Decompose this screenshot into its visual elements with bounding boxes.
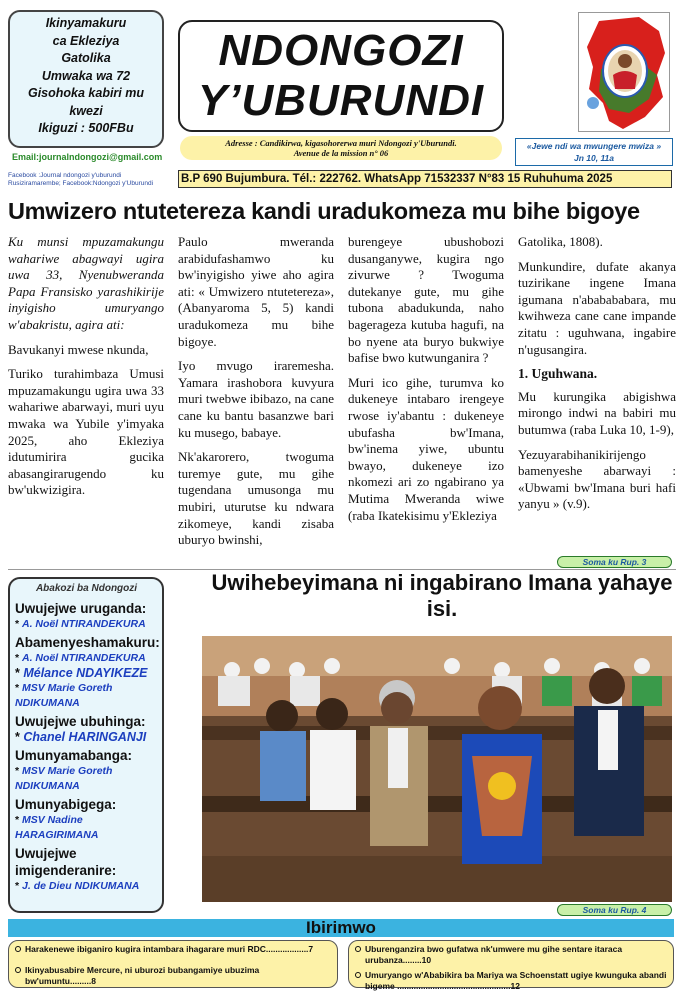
staff-role: Abamenyeshamakuru: (15, 635, 160, 650)
article-paragraph: Muri ico gihe, turumva ko dukeneye intabaro irengeye rwose iy'abantu : dukeneye ubufasha bw'Imana, bw'inema yiwe, ubuntu bwayo, dukeneye izo nkomezi ari zo ngabirano ya Mutima Mweranda wiwe (raba Ikatekisimu y'Ekleziya (348, 374, 504, 523)
article-paragraph: Yezuyarabihanikirijengo bamenyeshe abarwayi : «Ubwami bw'Imana buri hafi yanyu » (v.9). (518, 446, 676, 512)
verse-box (515, 138, 673, 166)
staff-role: Umunyamabanga: (15, 748, 133, 763)
toc-item[interactable]: Ikinyabusabire Mercure, ni uburozi bubangamiye ubuzima bw'umuntu.........8 (15, 965, 331, 987)
article-paragraph: Iyo mvugo iraremesha. Yamara irashobora kuvyura muri twebwe ibibazo, na cane cane ku bantu basanzwe bari ku musego, babaye. (178, 358, 334, 440)
staff-role: Uwujejwe uruganda: (15, 601, 147, 616)
bullet-icon (355, 946, 361, 952)
publication-info-box (8, 10, 164, 148)
main-headline: Umwizero ntutetereza kandi uradukomeza mu bihe bigoye (8, 198, 640, 224)
verse-text: «Jewe ndi wa mwungere mwiza » (526, 141, 662, 151)
bullet-icon (15, 946, 21, 952)
masthead-line2: Y’UBURUNDI (197, 76, 485, 125)
congregation-photo (202, 636, 672, 902)
article-column-3 (348, 234, 504, 532)
burundi-map-icon (579, 13, 671, 133)
staff-box (8, 577, 164, 913)
facebook-link[interactable]: Facebook :Journal ndongozi y'uburundi Rusiziramarembe; Facebook:Ndongozi y'Uburundi (8, 172, 154, 187)
staff-name: * A. Noël NTIRANDEKURA (15, 618, 146, 630)
continued-link[interactable]: Soma ku Rup. 3 (557, 556, 672, 568)
article-paragraph: Bavukanyi mwese nkunda, (8, 341, 149, 357)
address-banner (180, 136, 502, 160)
article-paragraph: Paulo mweranda arabidufashamwo ku bw'inyigisho yiwe aho agira ati: « Umwizero ntutetereza», (Abanyaroma 5, 5) kandi uradukomeza mu bihe bigoye. (178, 234, 334, 349)
info-line: kwezi (69, 103, 103, 118)
staff-role: Uwujejwe imigenderanire: (15, 846, 117, 878)
staff-name: * A. Noël NTIRANDEKURA (15, 652, 146, 664)
info-line: Umwaka wa 72 (41, 68, 131, 83)
info-line: ca Ekleziya (52, 33, 120, 48)
contact-issue-bar: B.P 690 Bujumbura. Tél.: 222762. WhatsApp 71532337 N°83 15 Ruhuhuma 2025 (178, 170, 672, 188)
info-line: Ikinyamakuru (45, 16, 127, 30)
staff-name: * Chanel HARINGANJI (15, 730, 147, 744)
article-column-1 (8, 234, 164, 507)
staff-name: * Mélance NDAYIKEZE (15, 666, 148, 680)
email-link[interactable]: Email:journalndongozi@gmail.com (12, 152, 163, 162)
address-line1: Adresse : Candikirwa, kigasohorerwa muri Ndongozi y'Uburundi. (225, 138, 457, 148)
photo-headline: Uwihebeyimana ni ingabirano Imana yahaye isi. (211, 570, 673, 621)
toc-item[interactable]: Uburenganzira bwo gufatwa nk'umwere mu gihe sentare itaraca urubanza........10 (355, 944, 667, 966)
info-line: Gisohoka kabiri mu (27, 86, 144, 100)
article-column-4 (518, 234, 676, 521)
toc-item[interactable]: Umuryango w'Ababikira ba Mariya wa Schoenstatt ugiye kwunguka abandi bigeme ................................................12 (355, 970, 667, 992)
address-line2: Avenue de la mission n° 06 (293, 148, 389, 158)
church-photo-image (202, 636, 672, 902)
contents-box-left (8, 940, 338, 988)
article-paragraph: Munkundire, dufate akanya tuzirikane ingene Imana igumana n'ababababara, mu kwihweza cane cane impande zitatu : uguhwana, ingabire n'ugusangira. (518, 258, 676, 357)
bullet-icon (15, 967, 21, 973)
staff-name: * J. de Dieu NDIKUMANA (15, 880, 140, 892)
contents-banner: Ibirimwo (8, 919, 674, 937)
price-line: Ikiguzi : 500FBu (38, 121, 134, 135)
masthead-line1: NDONGOZI (218, 26, 464, 75)
article-paragraph: burengeye ubushobozi dusanganywe, kugira ngo zivurwe ? Twoguma dutekanye gute, mu gihe tubona abadukunda, naho bagerageza kutuba hagufi, na bo nyene ata buryo bukwiye bafise bwo kutwunganira ? (348, 234, 504, 366)
article-paragraph: Nk'akarorero, twoguma turemye gute, mu gihe tugendana umusonga mu mubiri, uturutse ku ndwara zikomeye, kandi zisaba uburyo bwinshi, (178, 449, 334, 548)
staff-role: Uwujejwe ubuhinga: (15, 714, 146, 729)
article-paragraph: Gatolika, 1808). (518, 234, 603, 249)
contents-box-right (348, 940, 674, 991)
diocese-logo (578, 12, 670, 132)
info-line: Gatolika (61, 51, 111, 65)
staff-name: * MSV Nadine HARAGIRIMANA (15, 814, 99, 841)
article-paragraph: Ku munsi mpuzamakungu wahariwe abagwayi ugira uwa 33, Nyenubweranda Papa Fransisko yarashikirije inyigisho umuryango w'abakristu, agira ati: (8, 234, 164, 332)
article-column-2 (178, 234, 334, 557)
staff-role: Umunyabigega: (15, 797, 117, 812)
bullet-icon (355, 972, 361, 978)
article-paragraph: Mu kurungika abigishwa mirongo indwi na babiri mu butumwa (raba Luka 10, 1-9), (518, 388, 676, 437)
staff-name: * MSV Marie Goreth NDIKUMANA (15, 682, 113, 709)
masthead (178, 20, 504, 132)
photo-continued-link[interactable]: Soma ku Rup. 4 (557, 904, 672, 916)
verse-ref: Jn 10, 11a (573, 153, 614, 163)
staff-heading: Abakozi ba Ndongozi (35, 583, 138, 594)
section-heading: 1. Uguhwana. (518, 366, 598, 382)
article-paragraph: Turiko turahimbaza Umusi mpuzamakungu ugira uwa 33 wahariwe abarwayi, muri uyu mwaka wa Yubile y'imyaka 2025, aho Ekleziya idutumirira gucika abasangirarugendo ku bw'ukwizigira. (8, 366, 164, 498)
toc-item[interactable]: Harakenewe ibiganiro kugira intambara ihagarare muri RDC..................7 (15, 944, 331, 955)
staff-name: * MSV Marie Goreth NDIKUMANA (15, 765, 113, 792)
